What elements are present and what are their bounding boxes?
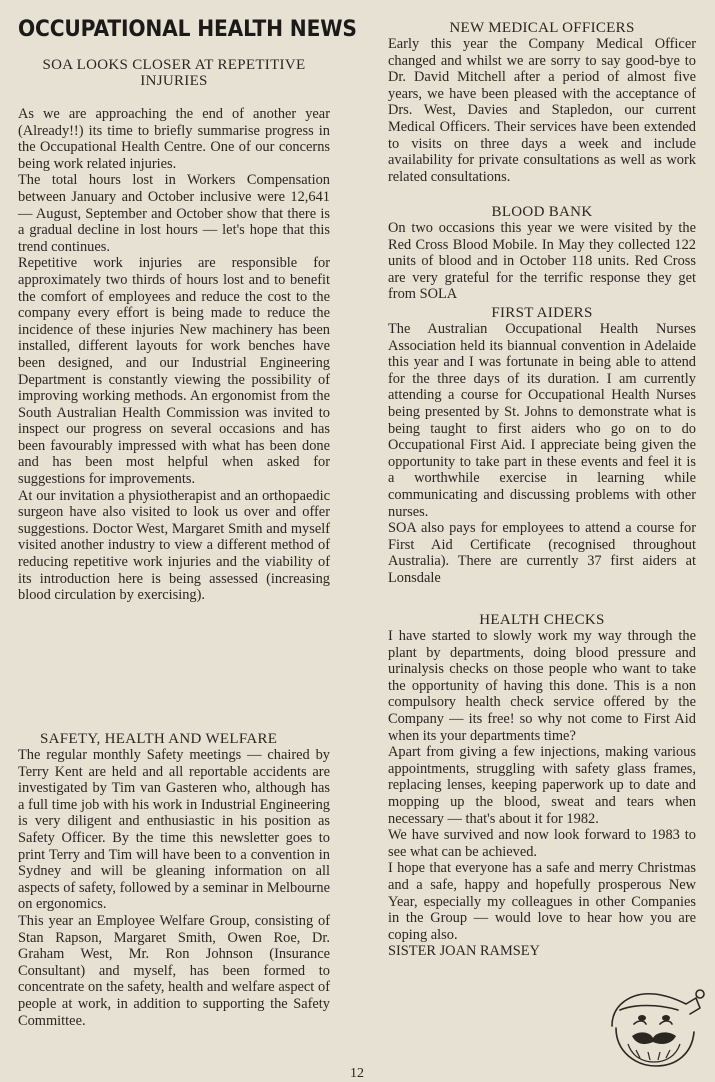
paragraph: I hope that everyone has a safe and merry Christmas and a safe, happy and hopefully prosperous New Year, especially my colleagues in other Companies in the Group — would love to hear how you are coping also. — [388, 860, 696, 943]
paragraph: The Australian Occupational Health Nurses Association held its biannual convention in Adelaide this year and I was fortunate in being able to attend for the three days of its duration. I am currently attending a course for Occupational Health Nurses being presented by St. Johns to demonstrate what is being taught to first aiders who go on to do Occupational First Aid. I appreciate being given the opportunity to take part in these events and feel it is a worthwhile exercise in learning while communicating and discussing problems with other nurses. — [388, 321, 696, 520]
article-heading: HEALTH CHECKS — [479, 612, 605, 628]
article-heading: SOA LOOKS CLOSER AT REPETITIVE INJURIES — [42, 57, 306, 89]
article-heading: BLOOD BANK — [491, 204, 593, 220]
masthead-title: OCCUPATIONAL HEALTH NEWS — [18, 16, 357, 42]
article-heading: FIRST AIDERS — [491, 305, 593, 321]
article-heading: NEW MEDICAL OFFICERS — [449, 20, 635, 36]
article-first-aiders — [388, 305, 696, 587]
article-health-checks — [388, 612, 696, 960]
paragraph: I have started to slowly work my way through the plant by departments, doing blood pressure and urinalysis checks on those people who want to take the opportunity of having this done. This is a non compulsory health check service offered by the Company — its free! so why not come to First Aid when its your departments time? — [388, 628, 696, 744]
paragraph: On two occasions this year we were visited by the Red Cross Blood Mobile. In May they collected 122 units of blood and in October 118 units. Red Cross are very grateful for the terrific response they get from SOLA — [388, 220, 696, 303]
paragraph: As we are approaching the end of another year (Already!!) its time to briefly summarise progress in the Occupational Health Centre. One of our concerns being work related injuries. — [18, 106, 330, 172]
article-new-medical-officers — [388, 20, 696, 185]
paragraph: Repetitive work injuries are responsible for approximately two thirds of hours lost and to benefit the comfort of employees and reduce the cost to the company every effort is being made to reduce the incidence of these injuries New machinery has been installed, different layouts for work benches have been designed, and our Industrial Engineering Department is constantly viewing the possibility of improving working methods. An ergonomist from the South Australian Health Commission was invited to inspect our progress on several occasions and has been favourably impressed with what has been done and has been most helpful when asked for suggestions for improvements. — [18, 255, 330, 488]
paragraph: Apart from giving a few injections, making various appointments, struggling with safety glass frames, replacing lenses, keeping paperwork up to date and mopping up the blood, sweat and tears when necessary — that's about it for 1982. — [388, 744, 696, 827]
article-blood-bank — [388, 204, 696, 303]
santa-cartoon-illustration — [606, 974, 706, 1070]
paragraph: We have survived and now look forward to 1983 to see what can be achieved. — [388, 827, 696, 860]
paragraph: This year an Employee Welfare Group, consisting of Stan Rapson, Margaret Smith, Owen Roe, Dr. Graham West, Mr. Ron Johnson (Insurance Consultant) and myself, has been formed to concentrate on the safety, health and welfare aspect of people at work, in addition to supporting the Safety Committee. — [18, 912, 330, 1029]
page-number: 12 — [350, 1066, 364, 1081]
article-repetitive-injuries — [18, 57, 330, 604]
paragraph: SOA also pays for employees to attend a course for First Aid Certificate (recognised throughout Australia). There are currently 37 first aiders at Lonsdale — [388, 520, 696, 586]
article-heading: SAFETY, HEALTH AND WELFARE — [40, 731, 278, 747]
paragraph: The regular monthly Safety meetings — chaired by Terry Kent are held and all reportable accidents are investigated by Tim van Gasteren who, although has a full time job with his work in Industrial Engineering is very diligent and enthusiastic in his position as Safety Officer. By the time this newsletter goes to print Terry and Tim will have been to a convention in Sydney and will be gleaning information on all aspects of safety, followed by a seminar in Melbourne on ergonomics. — [18, 747, 330, 913]
paragraph: Early this year the Company Medical Officer changed and whilst we are sorry to say good-bye to Dr. David Mitchell after a period of almost five years, we have been pleased with the acceptance of Drs. West, Davies and Stapledon, our current Medical Officers. Their services have been extended to visits on three days a week and include availability for private consultations as well as work related consultations. — [388, 36, 696, 185]
author-signature: SISTER JOAN RAMSEY — [388, 943, 540, 960]
article-safety-health-welfare — [18, 731, 330, 1029]
paragraph: At our invitation a physiotherapist and an orthopaedic surgeon have also visited to look us over and offer suggestions. Doctor West, Margaret Smith and myself visited another industry to view a different method of reducing repetitive work injuries and the viability of its introduction here is being assessed (increasing blood circulation by exercising). — [18, 487, 330, 604]
paragraph: The total hours lost in Workers Compensation between January and October inclusive were 12,641 — August, September and October show that there is a gradual decline in lost hours — let's hope that this trend continues. — [18, 172, 330, 255]
